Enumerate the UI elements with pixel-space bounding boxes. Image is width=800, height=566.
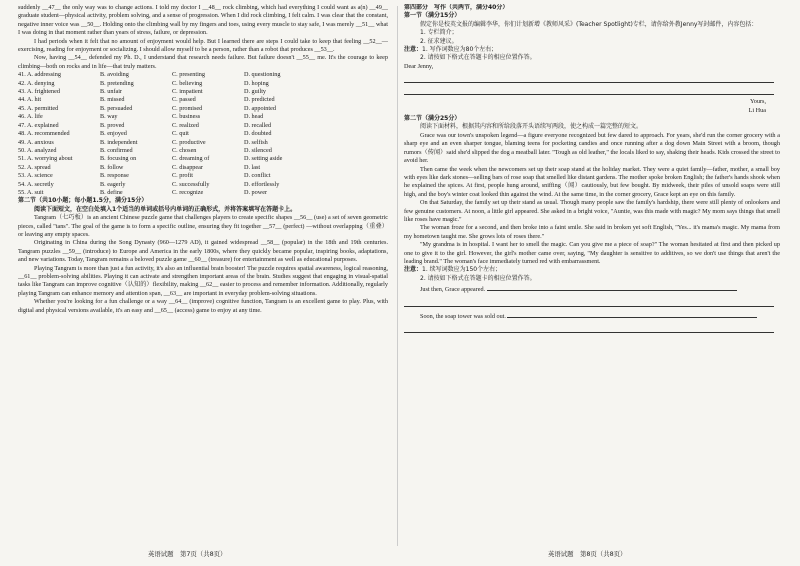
cloze-options — [18, 71, 388, 197]
part-title: 第四部分 写作（共两节，满分40分） — [404, 4, 509, 11]
continuation-start: Just then, Grace appeared. — [404, 283, 780, 294]
note: 2. 请按如下格式在答题卡的相应位置作答。 — [420, 274, 536, 282]
writing-line — [404, 83, 774, 95]
letter-signature: Li Hua — [748, 106, 766, 114]
story-paragraph: "My grandma is in hospital. I want her to smell the magic. Can you give me a piece of soap?" The woman hesitated at first and then picked up one to give it to the girl. However, the girl's mother came over, saying, "My daughter is sensitive to additives, so we don't use things that aren't the leading brand." The woman's face immediately turned red with embarrassment. — [404, 241, 780, 265]
option-row: 43. A. frightened B. unfair C. impatient D. guilty — [18, 88, 267, 96]
option-row: 53. A. science B. response C. profit D. conflict — [18, 172, 271, 180]
option-row: 41. A. addressing B. avoiding C. presenting D. questioning — [18, 71, 281, 79]
continuation-start: Soon, the soap tower was sold out. — [404, 310, 780, 321]
passage-paragraph: Now, having __54__ defended my Ph. D., I understand that research needs failure. But failure doesn't __55__ me. It's the courage to keep climbing—both on rocks and in life—that truly matters. — [18, 54, 388, 70]
page-footer: 英语试题 第7页（共8页） — [148, 550, 227, 558]
writing-line — [507, 310, 757, 318]
note — [404, 266, 780, 274]
option-row: 50. A. analyzed B. confirmed C. chosen D. silenced — [18, 146, 272, 154]
section-instructions: 阅读下面材料，根据其内容和所给段落开头语续写两段，使之构成一篇完整的短文。 — [420, 123, 643, 131]
page-7 — [18, 4, 388, 544]
letter-greeting: Dear Jenny, — [404, 62, 434, 70]
page-8 — [404, 4, 780, 544]
note-text: 1. 写作词数应为80个左右； — [422, 46, 498, 54]
story-paragraph: The woman froze for a second, and then broke into a faint smile. She said in broken yet soft English, "Yes... it's mama's magic. My mama from my hometown taught me. She grows lots of roses there." — [404, 224, 780, 240]
option-row: 52. A. spread B. follow C. disappear D. last — [18, 163, 261, 171]
reading-paragraph: Whether you're looking for a fun challenge or a way __64__ (improve) cognitive function, Tangram is an excellent game to play. Plus, with digital and physical versions available, it's an easy and __65__ (access) game to enjoy at any time. — [18, 298, 388, 314]
letter-closing: Yours, — [749, 98, 766, 106]
section-instructions: 阅读下面短文，在空白处填入1个适当的单词或括号内单词的正确形式，并将答案填写在答题卡上。 — [34, 205, 297, 213]
task-point: 1. 专栏简介； — [420, 29, 458, 37]
section-title: 第二节（共10小题；每小题1.5分，满分15分） — [18, 197, 148, 205]
section-title: 第二节（满分25分） — [404, 115, 461, 123]
writing-line — [487, 283, 737, 291]
page-divider — [397, 6, 398, 546]
option-row: 48. A. recommended B. enjoyed C. quit D. doubted — [18, 130, 272, 138]
story-paragraph: On that Saturday, the family set up their stand as usual. Though many people saw the family's hardship, there were still plenty of onlookers and few genuine customers. At noon, a little girl appeared. She asked in a bright voice, "Auntie, was this made with magic? My mom says things that smell like roses have magic." — [404, 199, 780, 223]
task-point: 2. 征求建议。 — [420, 37, 458, 45]
story-paragraph: Then came the week when the newcomers set up their soap stand at the holiday market. They were a quiet family—father, mother, a small boy with eyes like dark stones—selling bars of rose soap that smelled like distant gardens. The mother spoke broken English; the father's hands shook when he explained the spices. At first, people hung around, sniffing（闻）cautiously, but few bought. By midweek, their piles of unsold soaps were still high, and the boy's winter coat looked thin against the wind. At the same time, in the corner grocery, Grace kept an eye on this family. — [404, 165, 780, 198]
note-label: 注意： — [404, 46, 423, 54]
option-row: 46. A. life B. way C. business D. head — [18, 113, 264, 121]
passage-paragraph: I had periods when it felt that no amount of enjoyment would help. But I learned there are steps I could take to keep that feeling __52__—exercising, reading for enjoyment or socializing. I should allow myself to be a person, rather than a robot that produces __53__. — [18, 37, 388, 54]
option-row: 49. A. anxious B. independent C. productive D. selfish — [18, 138, 268, 146]
note: 2. 请按如下格式在答题卡的相应位置作答。 — [420, 54, 536, 62]
option-row: 54. A. secretly B. eagerly C. successfully D. effortlessly — [18, 180, 280, 188]
option-row: 44. A. hit B. missed C. passed D. predicted — [18, 96, 275, 104]
option-row: 51. A. worrying about B. focusing on C. dreaming of D. setting aside — [18, 155, 283, 163]
writing-line — [404, 295, 774, 307]
page-footer: 英语试题 第8页（共8页） — [548, 550, 627, 558]
reading-paragraph: Playing Tangram is more than just a fun activity, it's also an influential brain booster! The puzzle requires spatial awareness, logical reasoning, __61__ problem-solving abilities. Playing it can activate and strengthen important areas of the brain. Studies suggest that engaging in visual-spatial tasks like Tangram can improve cognitive（认知的）flexibility, making __62__ easier to process and remember information. Additionally, regularly playing Tangram can enhance memory and attention span, __63__ are important in everyday problem-solving situations. — [18, 264, 388, 297]
story-paragraph: Grace was our town's unspoken legend—a figure everyone recognized but few dared to approach. For years, she'd run the corner grocery with a sharp eye and an even sharper tongue, blaming teens for pocketing candies and once running after a dog down Main Street with a broom, though rumors（传闻）said she'd slipped the dog a meatball later. "Tough as old leather," the locals liked to say, shaking their heads. Kids crossed the street to avoid her. — [404, 131, 780, 165]
reading-paragraph: Tangram（七巧板）is an ancient Chinese puzzle game that challenges players to create specific shapes __56__ (use) a set of seven geometric pieces, called "tans". The goal of the game is to form a specific outline, ensuring they fit together __57__ (perfect) —without overlapping（重叠）or leaving any empty spaces. — [18, 214, 388, 238]
reading-paragraph: Originating in China during the Song Dynasty (960—1279 AD), it gained widespread __58__ (popular) in the 18th and 19th centuries. Tangram puzzles __59__ (introduce) to Europe and America in the early 1800s, where they quickly became popular, inspiring books, adaptations, and new variations. Today, Tangram remains a beloved puzzle game __60__ (treasure) for entertainment as well as educational purposes. — [18, 239, 388, 264]
option-row: 45. A. permitted B. persuaded C. promised D. appointed — [18, 104, 276, 112]
note-text: 1. 续写词数应为150个左右； — [422, 266, 502, 274]
option-row: 55. A. suit B. define C. recognize D. power — [18, 188, 268, 196]
section-title: 第一节（满分15分） — [404, 12, 461, 20]
option-row: 42. A. denying B. pretending C. believing D. hoping — [18, 79, 269, 87]
writing-line — [404, 321, 774, 333]
task-description: 假定你是校英文报的编辑李华，你们计划新增《教师风采》(Teacher Spotlight)专栏，请你给外教Jenny写封邮件，内容包括： — [420, 20, 758, 28]
writing-line — [404, 71, 774, 83]
note-label: 注意： — [404, 266, 423, 274]
option-row: 47. A. explained B. proved C. realized D. recalled — [18, 121, 272, 129]
passage-paragraph: suddenly __47__ the only way was to change actions. I told my doctor I __48__ rock climbing, which had everything I could want as a(n) __49__ graduate student—physical activity, problem solving, and a sense of progression. When I did rock climbing, I felt calm. I was clear that the constant, negative inner voice was __50__. Holding onto the climbing wall by my fingers and toes, using every muscle to stay safe, I was merely __51__ what I was doing in that moment rather than years of stress, failure, or depression. — [18, 4, 388, 37]
